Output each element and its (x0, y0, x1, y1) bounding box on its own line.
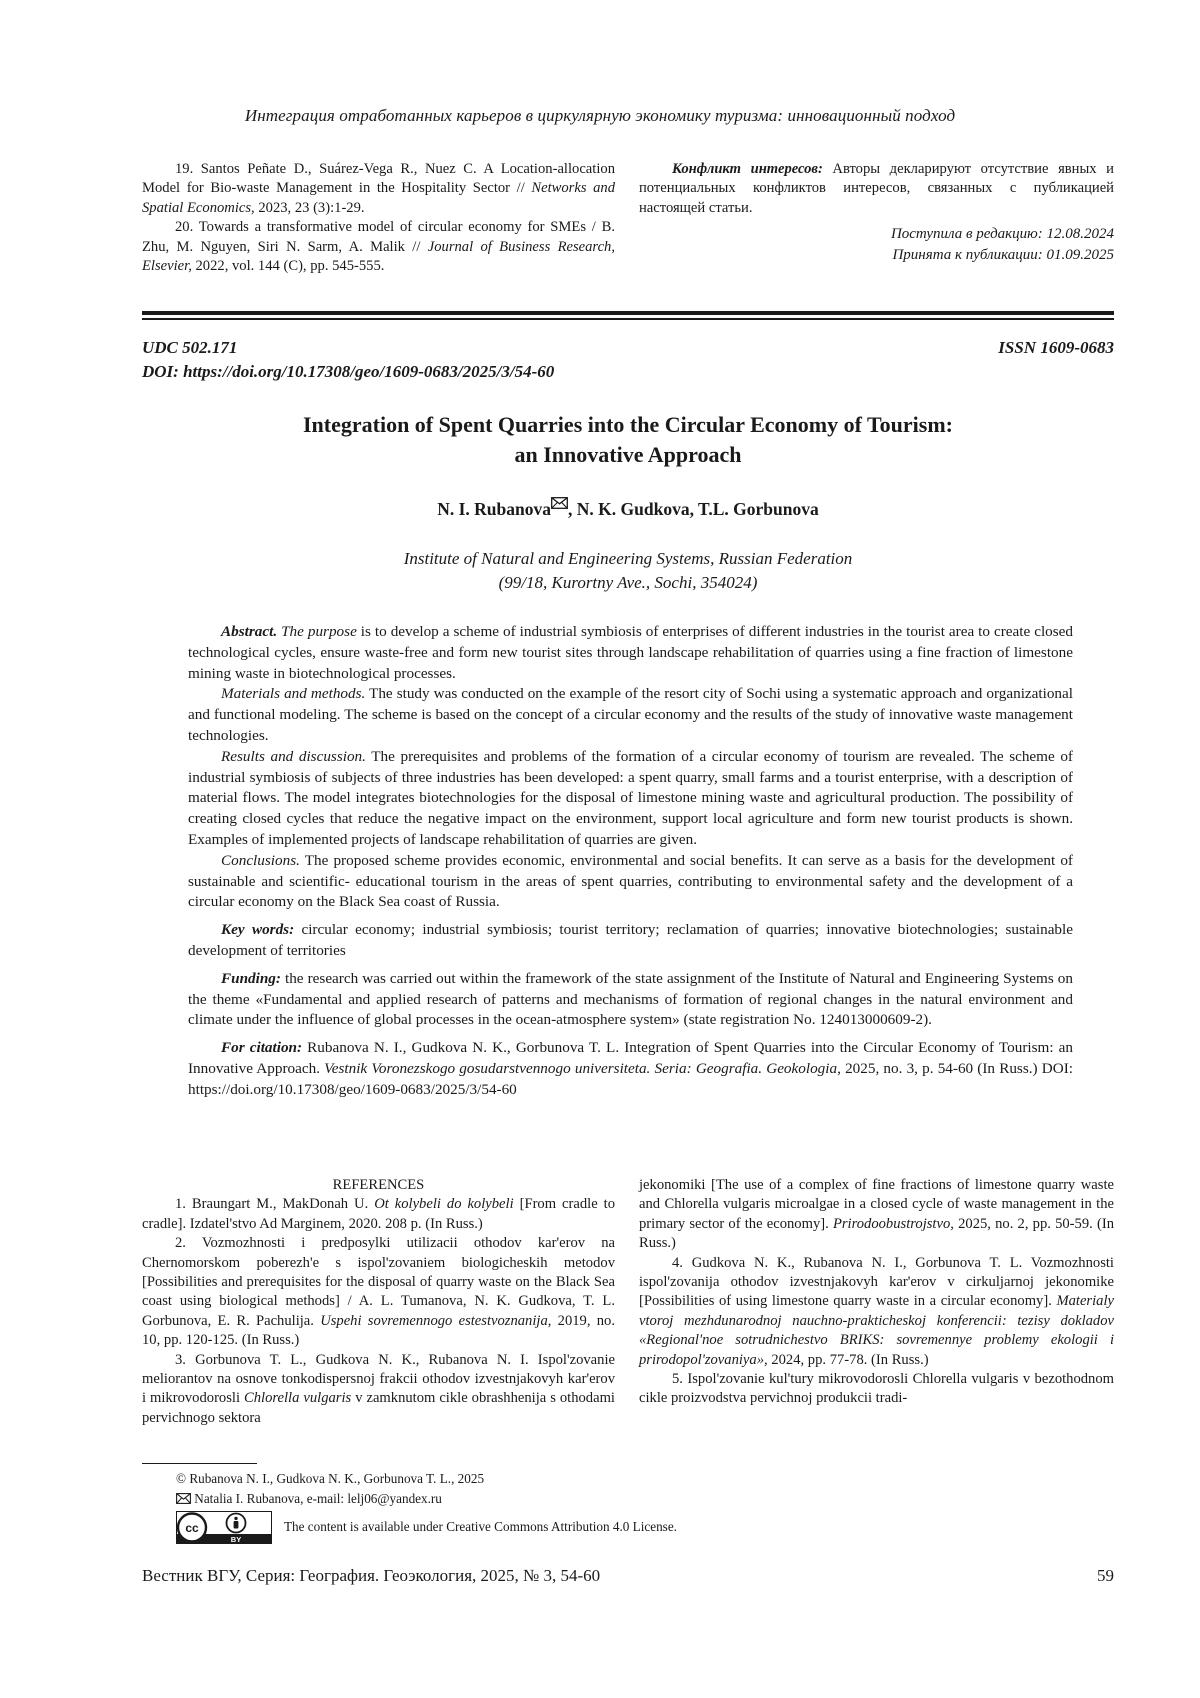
affiliation (142, 547, 1114, 595)
author-email: Natalia I. Rubanova, e-mail: lelj06@yandex.ru (191, 1491, 442, 1506)
section-divider (142, 311, 1114, 315)
section-divider-thin (142, 318, 1114, 320)
journal-footer: Вестник ВГУ, Серия: География. Геоэкология, 2025, № 3, 54-60 (142, 1566, 601, 1585)
co-authors: , N. K. Gudkova, T.L. Gorbunova (568, 499, 819, 519)
license-text: The content is available under Creative Commons Attribution 4.0 License. (284, 1519, 677, 1534)
issn: ISSN 1609-0683 (998, 338, 1114, 357)
references-left (142, 1176, 615, 1428)
footnote-divider (142, 1463, 257, 1464)
reference-item: 4. Gudkova N. K., Rubanova N. I., Gorbunova T. L. Vozmozhnosti ispol'zovanija othodov izvestnjakovyh kar'erov v cirkuljarnoj jekonomike [Possibilities of using limestone quarry waste in a circular economy]. Materialy vtoroj mezhdunarodnoj nauchno-prakticheskoj konferencii: tezisy dokladov «Regional'noe sotrudnichestvo BRIKS: sovremennye problemy ekologii i prirodopol'zovaniya», 2024, pp. 77-78. (In Russ.) (639, 1254, 1114, 1368)
reference-continuation: jekonomiki [The use of a complex of fine fractions of limestone quarry waste and Chlorella vulgaris microalgae in a closed cycle of waste management in the primary sector of the economy]. Prirodoobustrojstvo, 2025, no. 2, pp. 50-59. (In Russ.) (639, 1177, 1114, 1252)
reference-item: 3. Gorbunova T. L., Gudkova N. K., Rubanova N. I. Ispol'zovanie meliorantov na osnove tonkodispersnoj frakcii othodov izvestnjakovyh kar'erov i mikrovodorosli Chlorella vulgaris v zamknutom cikle obrashhenija s othodami pervichnogo sektora (142, 1351, 615, 1426)
title-line: an Innovative Approach (514, 442, 742, 467)
abstract-results: Results and discussion. The prerequisites and problems of the formation of a circular economy of tourism are revealed. The scheme of industrial symbiosis of subjects of three industries has been developed: a spent quarry, small farms and a tourist enterprise, with a description of material flows. The model integrates biotechnologies for the disposal of limestone mining waste and agricultural production. The possibility of creating closed cycles that reduce the negative impact on the environment, support local agriculture and form new tourist products is shown. Examples of implemented projects of landscape rehabilitation of quarries are given. (188, 747, 1073, 848)
reference-item: 2. Vozmozhnosti i predposylki utilizacii othodov kar'erov na Chernomorskom poberezh'e s ispol'zovaniem biologicheskih metodov [Possibilities and prerequisites for the disposal of quarry waste on the Black Sea coast using biological methods] / A. L. Tumanova, N. K. Gudkova, T. L. Gorbunova, E. R. Pachulija. Uspehi sovremennogo estestvoznanija, 2019, no. 10, pp. 120-125. (In Russ.) (142, 1235, 615, 1349)
abstract-purpose: Abstract. The purpose is to develop a scheme of industrial symbiosis of enterprises of different industries in the tourist area to create closed technological cycles, ensure waste-free and form new tourist sites through landscape rehabilitation of quarries using a fine fraction of limestone mining waste in biotechnological processes. (188, 623, 1073, 682)
conflict-block (639, 160, 1114, 266)
page-number: 59 (1097, 1566, 1114, 1585)
reference-item: 5. Ispol'zovanie kul'tury mikrovodorosli Chlorella vulgaris v bezothodnom cikle proizvodstva pervichnoj produkcii tradi- (639, 1371, 1114, 1407)
affiliation-line: Institute of Natural and Engineering Systems, Russian Federation (403, 549, 853, 568)
abstract-conclusions: Conclusions. The proposed scheme provides economic, environmental and social benefits. It can serve as a basis for the development of sustainable and scientific- educational tourism in the areas of spent quarries, contributing to environmental safety and the development of a circular economy on the Black Sea coast of Russia. (188, 851, 1073, 911)
article-title (142, 410, 1114, 470)
reference-item: 1. Braungart M., MakDonah U. Ot kolybeli do kolybeli [From cradle to cradle]. Izdatel'stvo Ad Marginem, 2020. 208 p. (In Russ.) (142, 1196, 615, 1232)
references-title: REFERENCES (332, 1177, 425, 1193)
prev-references (142, 160, 615, 276)
cc-by-license-badge (176, 1511, 272, 1544)
udc-code: UDC 502.171 (142, 338, 238, 357)
accepted-date: Принята к публикации: 01.09.2025 (892, 247, 1114, 264)
received-date: Поступила в редакцию: 12.08.2024 (890, 226, 1114, 243)
email-note (176, 1490, 442, 1508)
affiliation-address: (99/18, Kurortny Ave., Sochi, 354024) (498, 573, 758, 592)
reference-item: 19. Santos Peñate D., Suárez-Vega R., Nuez C. A Location-allocation Model for Bio-waste Management in the Hospitality Sector // Networks and Spatial Economics, 2023, 23 (3):1-29. (142, 161, 616, 216)
reference-item: 20. Towards a transformative model of circular economy for SMEs / B. Zhu, M. Nguyen, Siri N. Sarm, A. Malik // Journal of Business Research, Elsevier, 2022, vol. 144 (C), pp. 545-555. (142, 219, 615, 275)
authors (142, 497, 1114, 520)
title-line: Integration of Spent Quarries into the Circular Economy of Tourism: (302, 412, 954, 437)
running-header: Интеграция отработанных карьеров в циркулярную экономику туризма: инновационный подход (244, 106, 956, 125)
conflict-statement: Конфликт интересов: Авторы декларируют отсутствие явных и потенциальных конфликтов интересов, связанных с публикацией настоящей статьи. (639, 161, 1114, 216)
corresponding-author: N. I. Rubanova (437, 499, 552, 519)
svg-text:BY: BY (230, 1535, 242, 1544)
abstract (188, 622, 1073, 1101)
doi-line: DOI: https://doi.org/10.17308/geo/1609-0683/2025/3/54-60 (142, 362, 555, 381)
references-right (639, 1176, 1114, 1409)
copyright-note: © Rubanova N. I., Gudkova N. K., Gorbunova T. L., 2025 (176, 1471, 485, 1486)
envelope-icon (176, 1493, 191, 1504)
funding: Funding: the research was carried out within the framework of the state assignment of the Institute of Natural and Engineering Systems on the theme «Fundamental and applied research of patterns and mechanisms of formation of regional changes in the natural environment and climate under the influence of global processes in the ocean-atmosphere system» (state registration No. 124013000609-2). (188, 969, 1073, 1029)
envelope-icon (551, 497, 568, 509)
svg-text:cc: cc (185, 1521, 199, 1535)
abstract-methods: Materials and methods. The study was conducted on the example of the resort city of Sochi using a systematic approach and organizational and functional modeling. The scheme is based on the concept of a circular economy and the results of the study of innovative waste management technologies. (188, 685, 1073, 744)
udc-block (142, 336, 554, 384)
citation: For citation: Rubanova N. I., Gudkova N. K., Gorbunova T. L. Integration of Spent Quarries into the Circular Economy of Tourism: an Innovative Approach. Vestnik Voronezskogo gosudarstvennogo universiteta. Seria: Geografia. Geokologia, 2025, no. 3, p. 54-60 (In Russ.) DOI: https://doi.org/10.17308/geo/1609-0683/2025/3/54-60 (188, 1039, 1073, 1098)
keywords: Key words: circular economy; industrial symbiosis; tourist territory; reclamation of quarries; innovative biotechnologies; sustainable development of territories (188, 921, 1073, 959)
